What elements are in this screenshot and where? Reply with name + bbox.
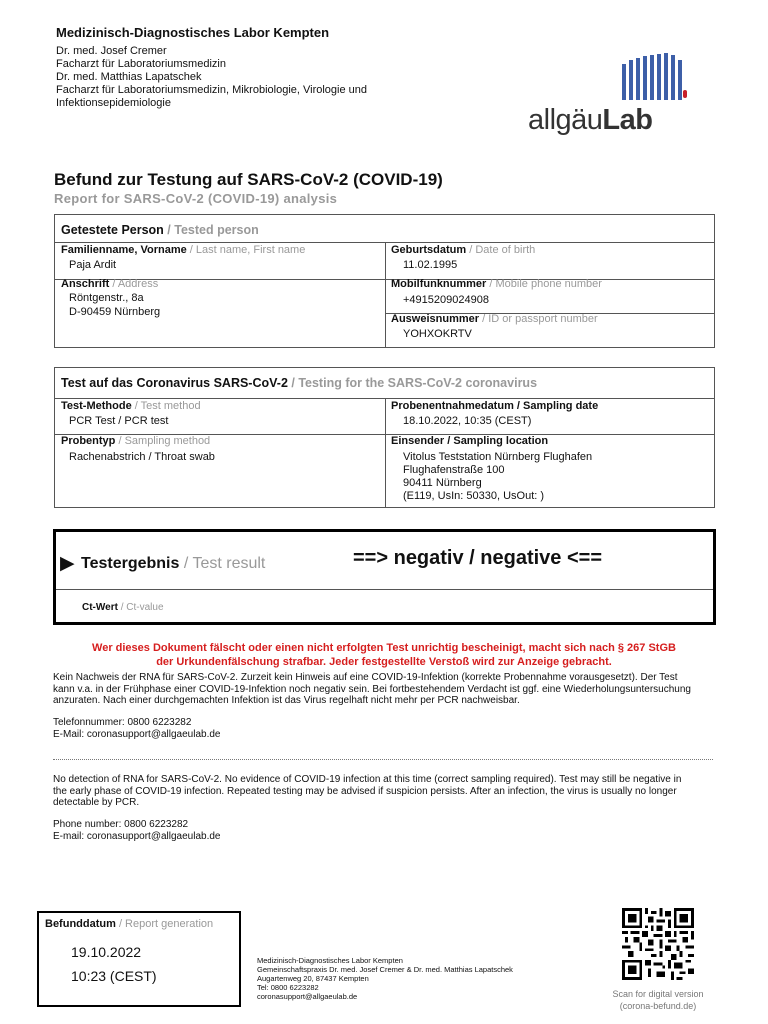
page-title: Befund zur Testung auf SARS-CoV-2 (COVID-19) <box>54 170 443 189</box>
allgaulab-logo <box>528 52 688 136</box>
label-en: / Report generation <box>115 918 214 930</box>
qr-caption-line: (corona-befund.de) <box>619 1001 697 1011</box>
label-en: / Address <box>109 278 159 290</box>
email-text: E-Mail: coronasupport@allgaeulab.de <box>53 728 221 740</box>
test-result-section <box>53 529 716 625</box>
report-time-value: 10:23 (CEST) <box>71 968 157 984</box>
logo-bars-icon <box>528 52 688 102</box>
tested-person-section <box>54 214 715 348</box>
qr-caption <box>596 988 720 1012</box>
page-subtitle: Report for SARS-CoV-2 (COVID-19) analysis <box>54 191 338 206</box>
label-de: Geburtsdatum <box>391 244 467 256</box>
doctor-list <box>56 45 367 110</box>
ct-value-label <box>82 602 164 613</box>
dob-value: 11.02.1995 <box>403 259 458 271</box>
header-en: / Tested person <box>163 223 259 237</box>
doctor-line: Facharzt für Laboratoriumsmedizin <box>56 58 226 70</box>
dob-label <box>391 244 535 256</box>
label-de: Probentyp <box>61 435 116 447</box>
label-de: Familienname, Vorname <box>61 244 187 256</box>
info-line: kann v.a. in der Frühphase einer COVID-19-Infektion noch negativ sein. Bei fortbestehendem Verdacht ist ggf. eine Wiederholungsuntersuchung <box>53 683 691 695</box>
logo-text-light: allgäu <box>528 104 603 136</box>
label-en: / Test result <box>179 555 266 572</box>
info-line: anzuraten. Nach einer durchgemachten Infektion ist das Virus regelhaft nicht mehr per PCR nachweisbar. <box>53 695 520 706</box>
id-value: YOHXOKRTV <box>403 328 472 340</box>
footer-line: coronasupport@allgaeulab.de <box>257 992 358 1001</box>
doctor-line: Infektionsepidemiologie <box>56 97 171 109</box>
phone-text: Phone number: 0800 6223282 <box>53 819 189 830</box>
logo-text-bold: Lab <box>602 104 653 136</box>
sender-address <box>403 451 592 503</box>
id-label <box>391 313 598 325</box>
qr-caption-line: Scan for digital version <box>612 989 704 999</box>
sender-label: Einsender / Sampling location <box>391 435 549 447</box>
mobile-value: +4915209024908 <box>403 294 489 306</box>
header-de: Getestete Person <box>61 223 164 237</box>
result-value: ==> negativ / negative <== <box>353 547 603 569</box>
label-de: Testergebnis <box>81 555 180 572</box>
name-value: Paja Ardit <box>69 259 117 271</box>
footer-line: Gemeinschaftspraxis Dr. med. Josef Cremer & Dr. med. Matthias Lapatschek <box>257 965 513 974</box>
label-en: / Ct-value <box>117 602 164 613</box>
mobile-label <box>391 278 602 290</box>
label-en: / Date of birth <box>466 244 536 256</box>
report-date-value: 19.10.2022 <box>71 944 142 960</box>
label-en: / Mobile phone number <box>486 278 602 290</box>
address-line: Röntgenstr., 8a <box>69 292 144 304</box>
forgery-warning <box>0 641 768 669</box>
result-info-en <box>53 774 723 809</box>
result-info-de <box>53 672 723 707</box>
contact-de <box>53 717 220 740</box>
method-value: PCR Test / PCR test <box>69 415 169 427</box>
label-en: / Test method <box>131 400 201 412</box>
address-line: D-90459 Nürnberg <box>69 306 161 318</box>
label-de: Mobilfunknummer <box>391 278 487 290</box>
email-text: E-mail: coronasupport@allgaeulab.de <box>53 830 221 842</box>
sample-type-label <box>61 435 210 447</box>
sender-line: (E119, UsIn: 50330, UsOut: ) <box>403 490 545 502</box>
info-line: the early phase of COVID-19 infection. Repeated testing may be advised if suspicion persists. After an infection, the virus is usually no longer <box>53 785 677 797</box>
doctor-line: Facharzt für Laboratoriumsmedizin, Mikrobiologie, Virologie und <box>56 84 368 96</box>
sender-line: Vitolus Teststation Nürnberg Flughafen <box>403 451 593 463</box>
report-date-box <box>37 911 241 1007</box>
label-de: Befunddatum <box>45 918 116 930</box>
label-en: / ID or passport number <box>479 313 598 325</box>
dotted-divider <box>53 759 713 760</box>
arrow-right-icon: ▶ <box>60 553 75 574</box>
section-header <box>61 376 537 390</box>
label-de: Ct-Wert <box>82 602 118 613</box>
info-line: Kein Nachweis der RNA für SARS-CoV-2. Zurzeit kein Hinweis auf eine COVID-19-Infektion (korrekte Probennahme vorausgesetzt). Der Test <box>53 672 678 683</box>
sampling-date-label: Probenentnahmedatum / Sampling date <box>391 400 599 412</box>
qr-code-icon[interactable] <box>622 908 694 980</box>
lab-name: Medizinisch-Diagnostisches Labor Kempten <box>56 25 330 40</box>
sample-type-value: Rachenabstrich / Throat swab <box>69 451 215 463</box>
doctor-line: Dr. med. Josef Cremer <box>56 45 167 57</box>
label-en: / Sampling method <box>115 435 211 447</box>
footer-line: Tel: 0800 6223282 <box>257 983 319 992</box>
label-de: Anschrift <box>61 278 110 290</box>
test-section <box>54 367 715 508</box>
info-line: detectable by PCR. <box>53 797 140 808</box>
address-label <box>61 278 158 290</box>
label-de: Test-Methode <box>61 400 132 412</box>
header-en: / Testing for the SARS-CoV-2 coronavirus <box>287 376 538 390</box>
header-de: Test auf das Coronavirus SARS-CoV-2 <box>61 376 288 390</box>
report-date-label <box>45 918 213 930</box>
method-label <box>61 400 201 412</box>
footer-line: Medizinisch-Diagnostisches Labor Kempten <box>257 956 403 965</box>
warning-line: Wer dieses Dokument fälscht oder einen nicht erfolgten Test unrichtig bescheinigt, macht sich nach § 267 StGB <box>92 642 676 654</box>
doctor-line: Dr. med. Matthias Lapatschek <box>56 71 202 83</box>
name-label <box>61 244 305 256</box>
footer-address <box>257 956 513 1001</box>
logo-text <box>528 104 652 137</box>
phone-text: Telefonnummer: 0800 6223282 <box>53 717 192 728</box>
warning-line: der Urkundenfälschung strafbar. Jeder festgestellte Verstoß wird zur Anzeige gebracht. <box>156 656 612 668</box>
footer-line: Augartenweg 20, 87437 Kempten <box>257 974 369 983</box>
section-header <box>61 223 259 237</box>
result-label <box>81 555 265 573</box>
info-line: No detection of RNA for SARS-CoV-2. No evidence of COVID-19 infection at this time (correct sampling required). Test may still be negative in <box>53 774 682 785</box>
sampling-date-value: 18.10.2022, 10:35 (CEST) <box>403 415 532 427</box>
label-de: Ausweisnummer <box>391 313 480 325</box>
sender-line: Flughafenstraße 100 <box>403 464 505 476</box>
sender-line: 90411 Nürnberg <box>403 477 482 489</box>
contact-en <box>53 819 220 842</box>
label-en: / Last name, First name <box>186 244 306 256</box>
